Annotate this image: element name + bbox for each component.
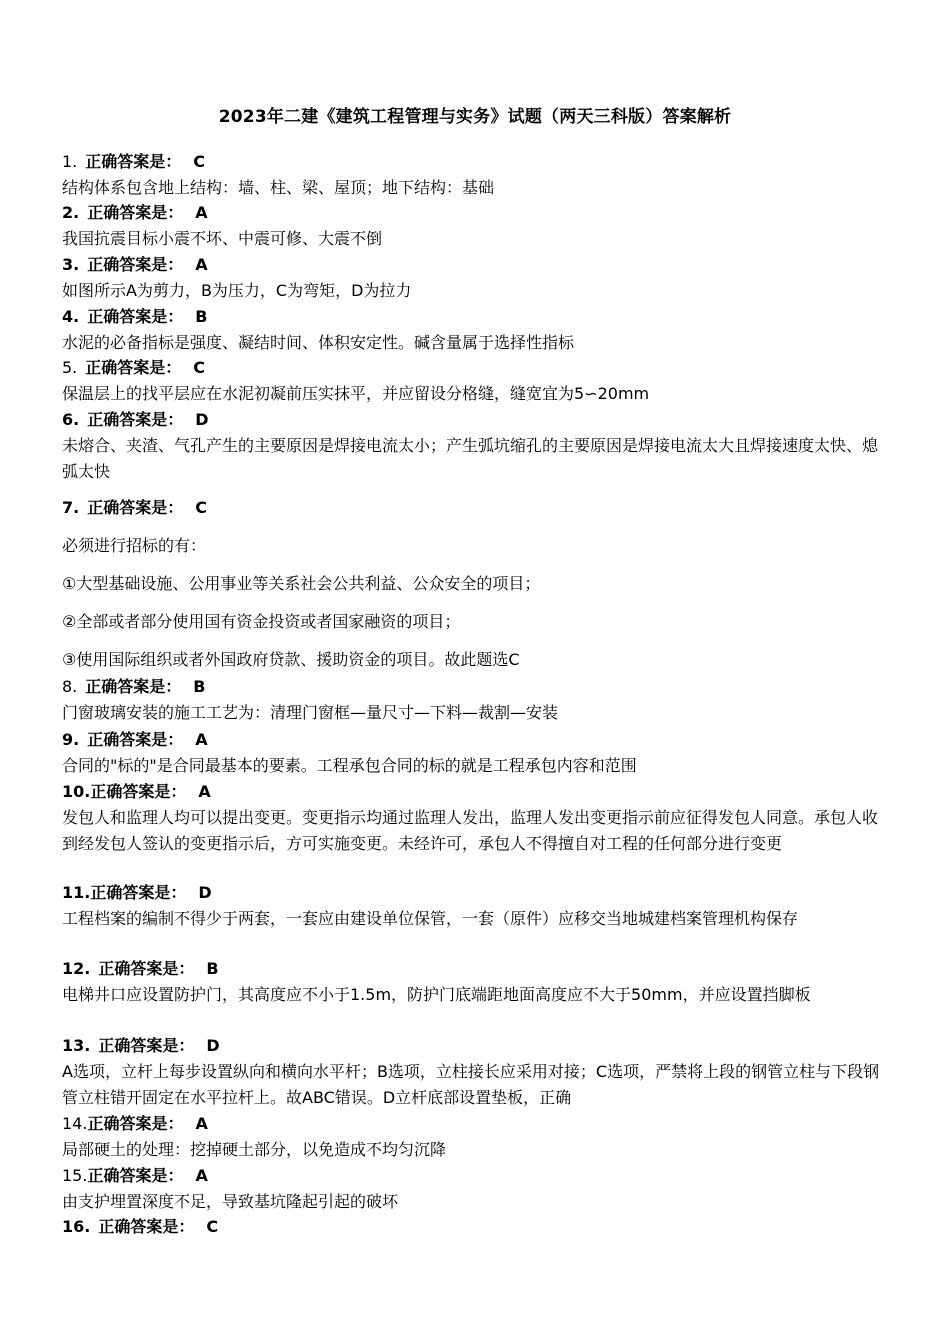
answer-item-6: [62, 407, 888, 485]
answer-heading: 9. 正确答案是： A: [62, 727, 888, 753]
answer-letter: B: [206, 959, 219, 978]
answer-explanation: 由支护埋置深度不足，导致基坑隆起引起的破坏: [62, 1192, 399, 1211]
answer-heading: 16. 正确答案是： C: [62, 1214, 888, 1240]
answer-item-9: [62, 727, 888, 779]
answer-heading: 4. 正确答案是： B: [62, 304, 888, 330]
answer-letter: C: [195, 498, 207, 517]
answer-letter: C: [193, 152, 206, 171]
page-title: 2023年二建《建筑工程管理与实务》试题（两天三科版）答案解析: [218, 107, 732, 127]
answer-paragraph: ①大型基础设施、公用事业等关系社会公共利益、公众安全的项目；: [62, 574, 541, 593]
answer-explanation: 水泥的必备指标是强度、凝结时间、体积安定性。碱含量属于选择性指标: [62, 333, 575, 352]
answer-item-2: [62, 200, 888, 252]
answer-explanation: 我国抗震目标小震不坏、中震可修、大震不倒: [62, 229, 383, 248]
answer-item-16: [62, 1214, 888, 1240]
answer-heading: 2. 正确答案是： A: [62, 200, 888, 226]
answer-letter: A: [195, 255, 208, 274]
answer-letter: B: [193, 677, 206, 696]
answer-heading: 1. 正确答案是： C: [62, 149, 888, 175]
answer-heading: 6. 正确答案是： D: [62, 407, 888, 433]
answer-letter: D: [198, 883, 212, 902]
answer-letter: B: [195, 307, 208, 326]
answer-item-3: [62, 252, 888, 304]
answer-explanation: 保温层上的找平层应在水泥初凝前压实抹平，并应留设分格缝，缝宽宜为5∽20mm: [62, 384, 650, 403]
answer-letter: C: [193, 358, 206, 377]
answer-letter: A: [195, 730, 208, 749]
answer-letter: C: [206, 1217, 219, 1236]
answer-letter: A: [198, 782, 211, 801]
answer-item-1: [62, 149, 888, 201]
answer-explanation: 结构体系包含地上结构：墙、柱、梁、屋顶；地下结构：基础: [62, 178, 495, 197]
answer-item-10: [62, 779, 888, 857]
answer-heading: 12. 正确答案是： B: [62, 956, 888, 982]
answer-heading: 5. 正确答案是： C: [62, 355, 888, 381]
answer-explanation: 发包人和监理人均可以提出变更。变更指示均通过监理人发出，监理人发出变更指示前应征得发包人同意。承包人收到经发包人签认的变更指示后，方可实施变更。未经许可，承包人不得擅自对工程的任何部分进行变更: [62, 808, 879, 853]
answer-explanation: 合同的"标的"是合同最基本的要素。工程承包合同的标的就是工程承包内容和范围: [62, 756, 637, 775]
answer-item-8: [62, 674, 888, 726]
answer-heading: 3. 正确答案是： A: [62, 252, 888, 278]
answer-paragraph: 必须进行招标的有：: [62, 536, 207, 555]
answer-letter: A: [195, 203, 208, 222]
answer-heading: 13. 正确答案是： D: [62, 1033, 888, 1059]
answer-item-14: [62, 1111, 888, 1163]
answer-heading: 14.正确答案是： A: [62, 1111, 888, 1137]
answer-explanation: 门窗玻璃安装的施工工艺为：清理门窗框—量尺寸—下料—裁割—安装: [62, 703, 559, 722]
answer-item-7: [62, 495, 888, 673]
answer-item-11: [62, 880, 888, 932]
answer-explanation: A选项，立杆上每步设置纵向和横向水平杆；B选项，立柱接长应采用对接；C选项，严禁将上段的钢管立柱与下段钢管立柱错开固定在水平拉杆上。故ABC错误。D立杆底部设置垫板，正确: [62, 1062, 880, 1107]
answer-explanation: 电梯井口应设置防护门，其高度应不小于1.5m，防护门底端距地面高度应不大于50mm，并应设置挡脚板: [62, 985, 811, 1004]
answer-item-5: [62, 355, 888, 407]
answer-letter: A: [195, 1166, 208, 1185]
answer-item-13: [62, 1033, 888, 1111]
answer-explanation: 工程档案的编制不得少于两套，一套应由建设单位保管，一套（原件）应移交当地城建档案管理机构保存: [62, 909, 799, 928]
answer-heading: 15.正确答案是： A: [62, 1163, 888, 1189]
answer-item-12: [62, 956, 888, 1008]
answer-paragraph: ②全部或者部分使用国有资金投资或者国家融资的项目；: [62, 612, 461, 631]
answer-heading: 8. 正确答案是： B: [62, 674, 888, 700]
answer-letter: D: [206, 1036, 220, 1055]
answer-item-4: [62, 304, 888, 356]
answer-explanation: 如图所示A为剪力，B为压力，C为弯矩，D为拉力: [62, 281, 412, 300]
answer-heading: 7. 正确答案是： C: [62, 495, 888, 521]
answer-heading: 10.正确答案是： A: [62, 779, 888, 805]
answer-letter: D: [195, 410, 209, 429]
answer-explanation: 未熔合、夹渣、气孔产生的主要原因是焊接电流太小；产生弧坑缩孔的主要原因是焊接电流太大且焊接速度太快、熄弧太快: [62, 436, 879, 481]
answer-item-15: [62, 1163, 888, 1215]
answer-letter: A: [195, 1114, 208, 1133]
answer-heading: 11.正确答案是： D: [62, 880, 888, 906]
answer-explanation: 局部硬土的处理：挖掉硬土部分，以免造成不均匀沉降: [62, 1140, 447, 1159]
answer-paragraph: ③使用国际组织或者外国政府贷款、援助资金的项目。故此题选C: [62, 650, 520, 669]
